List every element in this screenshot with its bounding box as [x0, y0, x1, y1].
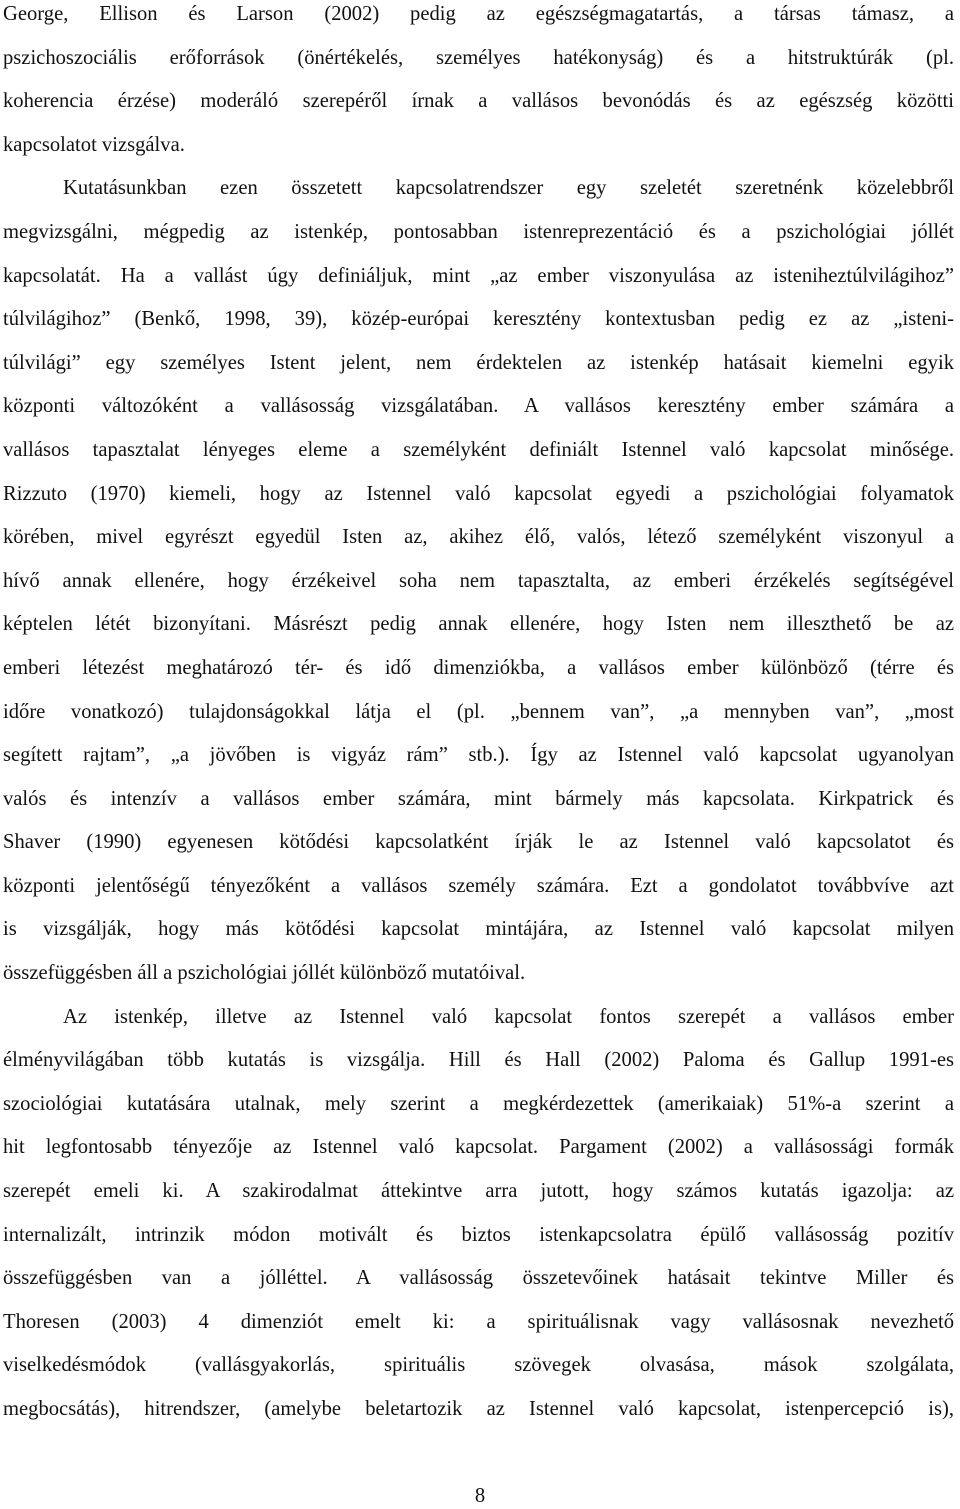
text-line: túlvilágihoz” (Benkő, 1998, 39), közép-európai keresztény kontextusban pedig ez az „isteni-	[3, 308, 954, 331]
text-line: kapcsolatát. Ha a vallást úgy definiáljuk, mint „az ember viszonyulása az isteniheztúlvilágihoz”	[3, 264, 954, 287]
text-line: viselkedésmódok (vallásgyakorlás, spirituális szövegek olvasása, mások szolgálata,	[3, 1354, 954, 1377]
text-line: hit legfontosabb tényezője az Istennel való kapcsolat. Pargament (2002) a vallásossági formák	[3, 1136, 954, 1159]
text-line: hívő annak ellenére, hogy érzékeivel soha nem tapasztalta, az emberi érzékelés segítségével	[3, 569, 954, 592]
text-line: internalizált, intrinzik módon motivált és biztos istenkapcsolatra épülő vallásosság pozitív	[3, 1223, 954, 1246]
page-number: 8	[474, 1485, 486, 1507]
text-line: megvizsgálni, mégpedig az istenkép, pontosabban istenreprezentáció és a pszichológiai jóllét	[3, 220, 954, 243]
text-line: is vizsgálják, hogy más kötődési kapcsolat mintájára, az Istennel való kapcsolat milyen	[3, 918, 954, 941]
text-line: pszichoszociális erőforrások (önértékelés, személyes hatékonyság) és a hitstruktúrák (pl.	[3, 46, 954, 69]
text-line: vallásos tapasztalat lényeges eleme a személyként definiált Istennel való kapcsolat minősége.	[3, 438, 954, 461]
text-line: emberi létezést meghatározó tér- és idő dimenziókba, a vallásos ember különböző (térre és	[3, 656, 954, 679]
text-line: szerepét emeli ki. A szakirodalmat áttekintve arra jutott, hogy számos kutatás igazolja: az	[3, 1180, 954, 1203]
text-line: koherencia érzése) moderáló szerepéről írnak a vallásos bevonódás és az egészség közötti	[3, 90, 954, 113]
text-line: megbocsátás), hitrendszer, (amelybe beletartozik az Istennel való kapcsolat, istenpercepció is),	[3, 1398, 954, 1420]
text-line: Az istenkép, illetve az Istennel való kapcsolat fontos szerepét a vallásos ember	[63, 1005, 954, 1028]
text-line: Thoresen (2003) 4 dimenziót emelt ki: a spirituálisnak vagy vallásosnak nevezhető	[3, 1310, 954, 1333]
text-line: képtelen létét bizonyítani. Másrészt pedig annak ellenére, hogy Isten nem illeszthető be az	[3, 613, 954, 636]
text-line: központi változóként a vallásosság vizsgálatában. A vallásos keresztény ember számára a	[3, 395, 954, 418]
text-line: szociológiai kutatására utalnak, mely szerint a megkérdezettek (amerikaiak) 51%-a szerint a	[3, 1092, 954, 1115]
text-line: Shaver (1990) egyenesen kötődési kapcsolatként írják le az Istennel való kapcsolatot és	[3, 831, 954, 854]
text-line: összefüggésben áll a pszichológiai jóllét különböző mutatóival.	[3, 962, 526, 985]
text-line: valós és intenzív a vallásos ember számára, mint bármely más kapcsolata. Kirkpatrick és	[3, 787, 954, 810]
text-line: időre vonatkozó) tulajdonságokkal látja el (pl. „bennem van”, „a mennyben van”, „most	[3, 700, 954, 723]
text-line: Kutatásunkban ezen összetett kapcsolatrendszer egy szeletét szeretnénk közelebbről	[63, 177, 954, 200]
text-line: központi jelentőségű tényezőként a vallásos személy számára. Ezt a gondolatot továbbvíve azt	[3, 874, 954, 897]
text-line: kapcsolatot vizsgálva.	[3, 133, 185, 156]
text-line: Rizzuto (1970) kiemeli, hogy az Istennel való kapcsolat egyedi a pszichológiai folyamatok	[3, 482, 954, 505]
body-text	[3, 0, 954, 1439]
text-line: körében, mivel egyrészt egyedül Isten az, akihez élő, valós, létező személyként viszonyul a	[3, 526, 954, 549]
text-line: túlvilági” egy személyes Istent jelent, nem érdektelen az istenkép hatásait kiemelni egyik	[3, 351, 954, 374]
text-line: segített rajtam”, „a jövőben is vigyáz rám” stb.). Így az Istennel való kapcsolat ugyanolyan	[3, 744, 954, 767]
text-line: összefüggésben van a jólléttel. A vallásosság összetevőinek hatásait tekintve Miller és	[3, 1267, 954, 1290]
text-line: George, Ellison és Larson (2002) pedig az egészségmagatartás, a társas támasz, a	[3, 3, 954, 25]
text-line: élményvilágában több kutatás is vizsgálja. Hill és Hall (2002) Paloma és Gallup 1991-es	[3, 1049, 954, 1072]
